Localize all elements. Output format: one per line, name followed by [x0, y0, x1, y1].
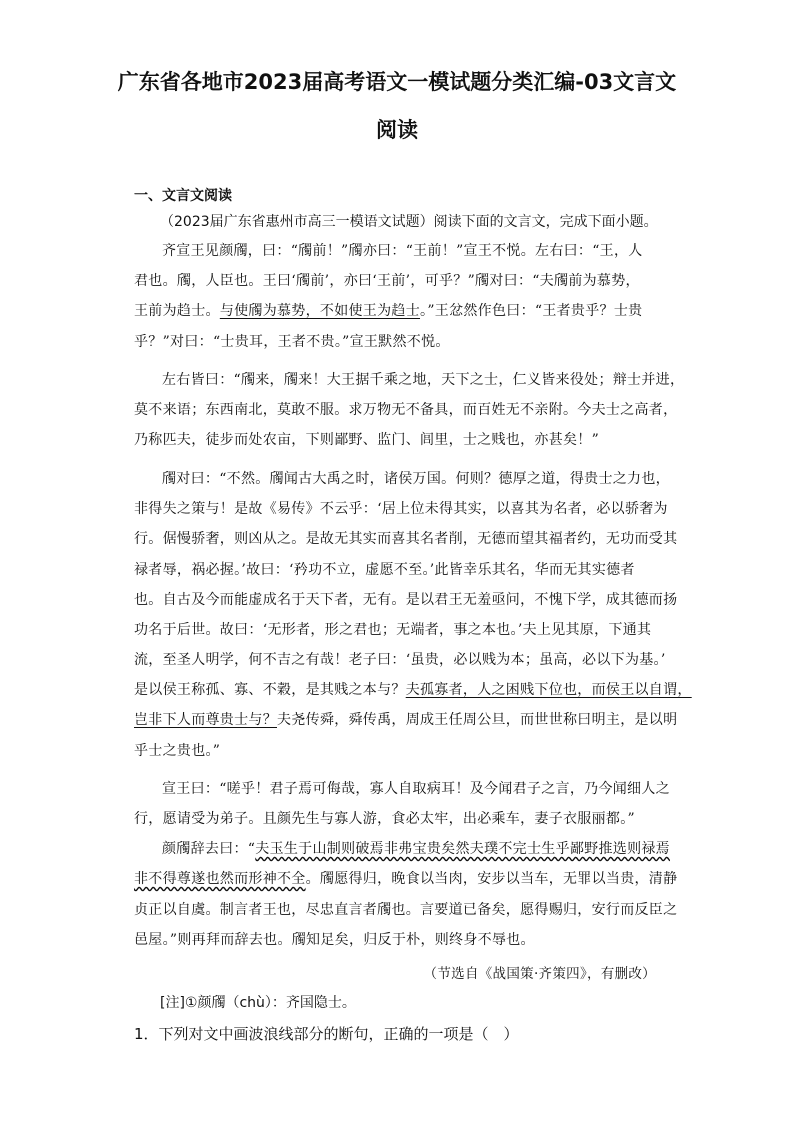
passage-text: 行，愿请受为弟子。且颜先生与寡人游，食必太牢，出必乘车，妻子衣服丽都。” [134, 811, 635, 827]
passage-text: 禄者辱，祸必握。’故曰：‘矜功不立，虚愿不至。’此皆幸乐其名，华而无其实德者 [134, 562, 635, 578]
passage-text: 夫尧传舜，舜传禹，周成王任周公旦，而世世称曰明主，是以明 [277, 712, 678, 728]
annotation-note: [注]①颜斶（chù）：齐国隐士。 [160, 995, 356, 1011]
intro-instruction: （2023届广东省惠州市高三一模语文试题）阅读下面的文言文，完成下面小题。 [160, 214, 658, 230]
wavy-underlined-passage: 非不得尊遂也然而形神不全 [134, 871, 306, 887]
passage-line [134, 333, 450, 351]
passage-line [134, 711, 677, 729]
passage-line [162, 840, 670, 858]
passage-text: 行。倨慢骄奢，则凶从之。是故无其实而喜其名者削，无德而望其福者约，无功而受其 [134, 531, 678, 547]
passage-line [134, 591, 677, 609]
underlined-sentence: 夫孤寡者，人之困贱下位也，而侯王以自谓， [405, 682, 692, 698]
document-title: 广东省各地市2023届高考语文一模试题分类汇编-03文言文 [117, 70, 677, 94]
underlined-sentence: 与使斶为慕势，不如使王为趋士 [219, 303, 421, 319]
passage-line [134, 810, 635, 828]
passage-line [134, 561, 635, 579]
passage-text: 非得失之策与！是故《易传》不云乎：‘居上位未得其实，以喜其为名者，必以骄奢为 [134, 501, 668, 517]
passage-text: 莫不来语；东西南北，莫敢不服。求万物无不备具，而百姓无不亲附。今夫士之高者， [134, 402, 678, 418]
passage-line [134, 651, 666, 669]
passage-text: 王前为趋士。 [134, 303, 220, 319]
passage-text: 乃称匹夫，徒步而处农亩，下则鄙野、监门、闾里，士之贱也，亦甚矣！” [134, 432, 600, 448]
wavy-underlined-passage: 夫玉生于山制则破焉非弗宝贵矣然夫璞不完士生乎鄙野推选则禄焉 [255, 841, 670, 857]
passage-text: 齐宣王见颜斶，曰：“斶前！”斶亦曰：“王前！”宣王不悦。左右曰：“王，人 [162, 243, 643, 259]
passage-line [162, 371, 684, 389]
passage-text: 颜斶辞去曰：“ [162, 841, 256, 857]
passage-line [134, 901, 677, 919]
section-heading: 一、文言文阅读 [134, 188, 232, 204]
passage-text: 。”王忿然作色曰：“王者贵乎？士贵 [420, 303, 643, 319]
passage-text: 邑屋。”则再拜而辞去也。斶知足矣，归反于朴，则终身不辱也。 [134, 932, 535, 948]
passage-text: 宣王曰：“嗟乎！君子焉可侮哉，寡人自取病耳！及今闻君子之言，乃今闻细人之 [162, 781, 670, 797]
passage-line [134, 870, 677, 888]
passage-text: 君也。斶，人臣也。王曰‘斶前’，亦曰‘王前’，可乎？”斶对曰：“夫斶前为慕势， [134, 273, 640, 289]
passage-line [134, 500, 668, 518]
passage-text: 乎？”对曰：“士贵耳，王者不贵。”宣王默然不悦。 [134, 334, 450, 350]
passage-line [134, 742, 220, 760]
passage-line [134, 302, 642, 320]
passage-line [134, 272, 640, 290]
passage-text: 。斶愿得归，晚食以当肉，安步以当车，无罪以当贵，清静 [305, 871, 678, 887]
passage-line [134, 931, 535, 949]
passage-line [134, 530, 677, 548]
document-title-continued: 阅读 [376, 118, 418, 142]
underlined-sentence: 岂非下人而尊贵士与？ [134, 712, 277, 728]
passage-text: 斶对曰：“不然。斶闻古大禹之时，诸侯万国。何则？德厚之道，得贵士之力也， [162, 471, 670, 487]
passage-line [134, 681, 692, 699]
passage-text: 左右皆曰：“斶来，斶来！大王据千乘之地，天下之士，仁义皆来役处；辩士并进， [162, 372, 685, 388]
passage-line [134, 401, 677, 419]
passage-text: 贞正以自虞。制言者王也，尽忠直言者斶也。言要道已备矣，愿得赐归，安行而反臣之 [134, 902, 678, 918]
passage-line [134, 431, 599, 449]
passage-line [162, 470, 670, 488]
passage-text: 功名于后世。故曰：‘无形者，形之君也；无端者，事之本也。’夫上见其原，下通其 [134, 622, 652, 638]
source-citation: （节选自《战国策·齐策四》，有删改） [423, 966, 656, 982]
passage-text: 也。自古及今而能虚成名于天下者，无有。是以君王无羞亟问，不愧下学，成其德而扬 [134, 592, 678, 608]
passage-line [162, 780, 670, 798]
passage-line [162, 242, 643, 260]
question-1: 1．下列对文中画波浪线部分的断句，正确的一项是（ ） [134, 1025, 519, 1043]
passage-text: 流，至圣人明学，何不吉之有哉！老子曰：‘虽贵，必以贱为本；虽高，必以下为基。’ [134, 652, 666, 668]
passage-text: 是以侯王称孤、寡、不穀，是其贱之本与？ [134, 682, 406, 698]
passage-line [134, 621, 651, 639]
passage-text: 乎士之贵也。” [134, 743, 221, 759]
